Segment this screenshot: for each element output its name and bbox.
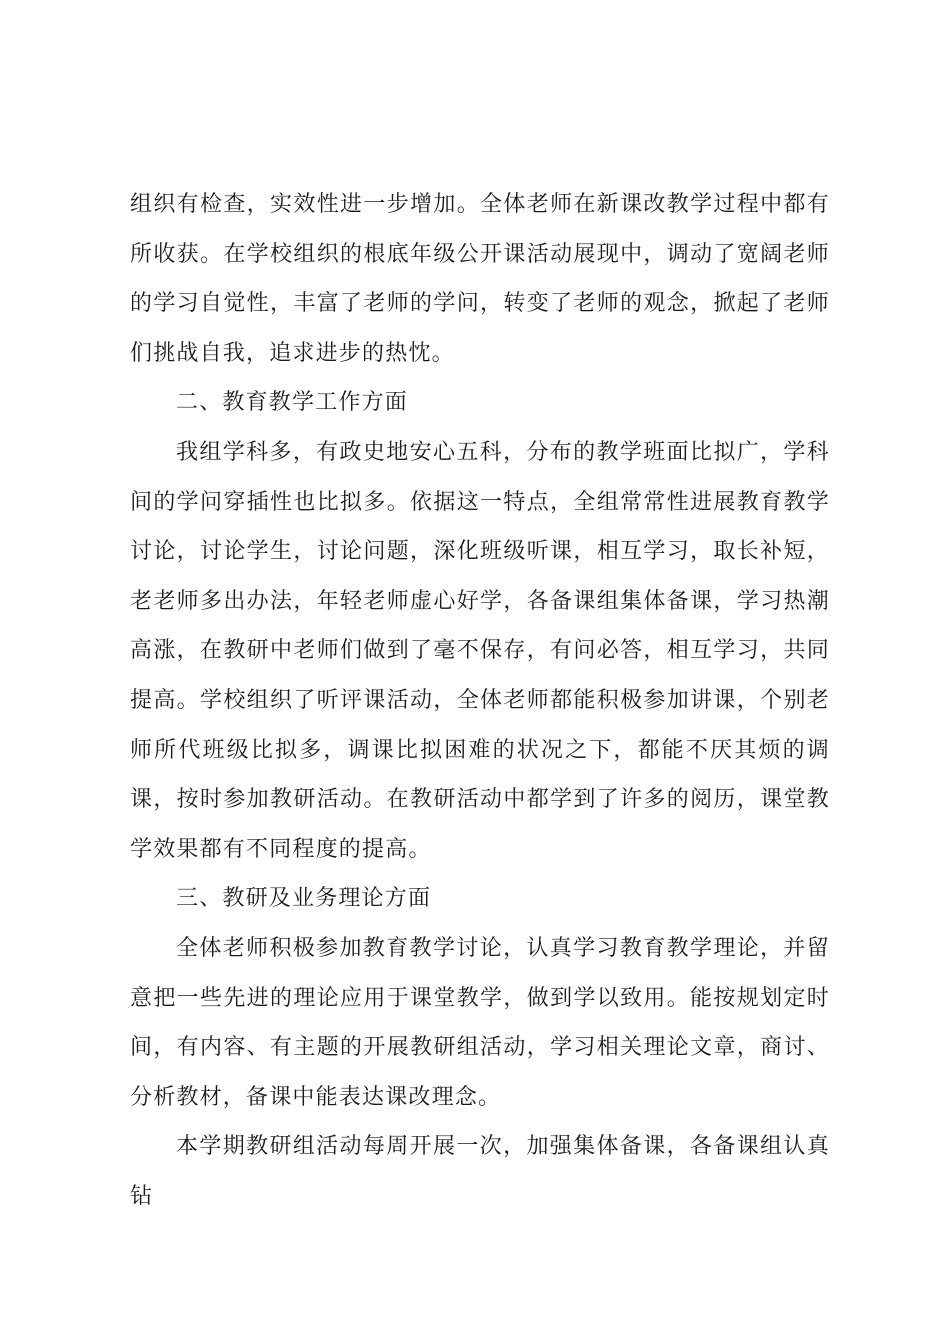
section-heading-research-theory: 三、教研及业务理论方面	[176, 886, 432, 912]
paragraph-continued: 组织有检查，实效性进一步增加。全体老师在新课改教学过程中都有所收获。在学校组织的根底年级公开课活动展现中，调动了宽阔老师的学习自觉性，丰富了老师的学问，转变了老师的观念，掀起了老师们挑战自我，追求进步的热忱。	[130, 192, 830, 366]
paragraph-weekly-activity: 本学期教研组活动每周开展一次，加强集体备课，各备课组认真钻	[130, 1134, 830, 1209]
paragraph-research-theory: 全体老师积极参加教育教学讨论，认真学习教育教学理论，并留意把一些先进的理论应用于课堂教学，做到学以致用。能按规划定时间，有内容、有主题的开展教研组活动，学习相关理论文章，商讨、分析教材，备课中能表达课改理念。	[130, 935, 830, 1110]
section-heading-teaching-work: 二、教育教学工作方面	[176, 390, 409, 416]
document-body	[130, 180, 830, 1221]
paragraph-teaching-work: 我组学科多，有政史地安心五科，分布的教学班面比拟广，学科间的学问穿插性也比拟多。依据这一特点，全组常常性进展教育教学讨论，讨论学生，讨论问题，深化班级听课，相互学习，取长补短，老老师多出办法，年轻老师虚心好学，各备课组集体备课，学习热潮高涨，在教研中老师们做到了毫不保存，有问必答，相互学习，共同提高。学校组织了听评课活动，全体老师都能积极参加讲课，个别老师所代班级比拟多，调课比拟困难的状况之下，都能不厌其烦的调课，按时参加教研活动。在教研活动中都学到了许多的阅历，课堂教学效果都有不同程度的提高。	[130, 439, 830, 862]
